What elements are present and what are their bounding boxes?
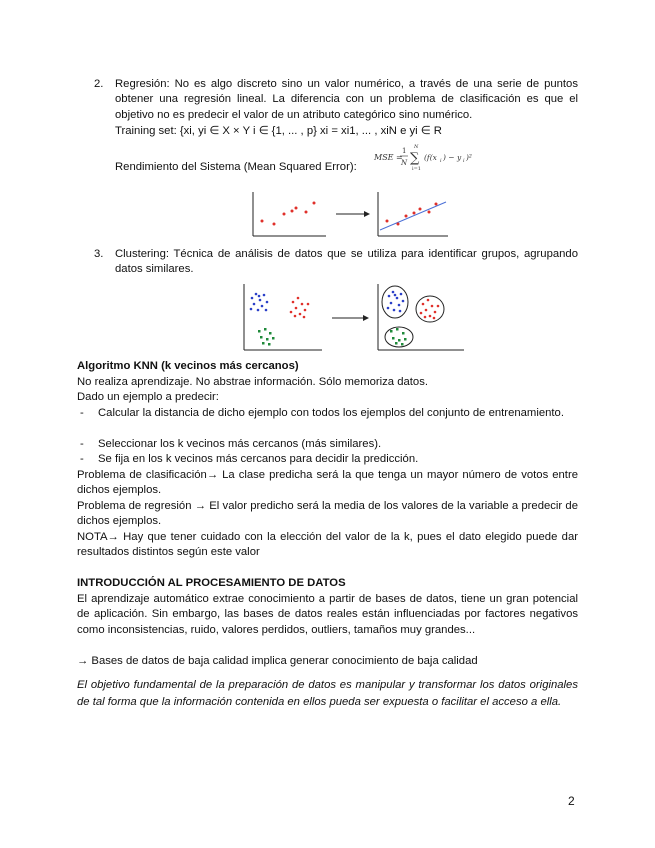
- formula-sum-top: N: [414, 144, 419, 150]
- intro-arrow-line: → Bases de datos de baja calidad implica generar conocimiento de baja calidad: [77, 655, 478, 667]
- regression-plot-after: [378, 192, 448, 236]
- knn-bullet-3: Se fija en los k vecinos más cercanos para decidir la predicción.: [98, 453, 419, 465]
- arrow-right-icon: [336, 211, 370, 217]
- clustering-plot-after: [378, 284, 464, 350]
- bullet-marker: -: [80, 407, 84, 419]
- bullet-marker: -: [80, 438, 84, 450]
- regression-text: Regresión: No es algo discreto sino un valor numérico, a través de una serie de puntos obtener una regresión lineal. La diferencia con un problema de clasificación es que el objetivo no es predecir el valor de un atributo categórico sino numérico.: [115, 78, 578, 121]
- svg-text:∑: ∑: [410, 151, 420, 166]
- formula-frac-num: 1: [402, 147, 407, 155]
- performance-label: Rendimiento del Sistema (Mean Squared Error):: [115, 161, 357, 173]
- formula-tail: )²: [466, 153, 472, 162]
- formula-body2: ) − y: [443, 153, 462, 162]
- intro-paragraph: El aprendizaje automático extrae conocimiento a partir de bases de datos, tiene un gran potencial de aplicación. Sin embargo, las bases de datos reales están influenciadas por factores negativos como inconsistencias, ruido, valores perdidos, outliers, tamaños muy grandes...: [77, 593, 578, 636]
- intro-heading: INTRODUCCIÓN AL PROCESAMIENTO DE DATOS: [77, 577, 346, 589]
- bullet-marker: -: [80, 453, 84, 465]
- regression-plot-before: [253, 192, 326, 236]
- list-number-2: 2.: [94, 78, 104, 90]
- formula-lhs: MSE =: [374, 153, 403, 162]
- formula-sub-1: i: [440, 158, 442, 164]
- knn-bullet-2: Seleccionar los k vecinos más cercanos (más similares).: [98, 438, 382, 450]
- clustering-plot-before: [244, 284, 322, 350]
- formula-frac-den: N: [401, 159, 408, 167]
- regression-figure: [248, 190, 453, 240]
- arrow-right-icon: [332, 315, 369, 321]
- clustering-figure: [238, 282, 470, 354]
- page-number: 2: [568, 794, 575, 808]
- mse-formula: [370, 140, 480, 174]
- intro-italic-paragraph: El objetivo fundamental de la preparación de datos es manipular y transformar los datos originales de tal forma que la información contenida en ellos pueda ser expuesta o facilitar el acceso a ella.: [77, 679, 578, 708]
- knn-line-1: No realiza aprendizaje. No abstrae información. Sólo memoriza datos.: [77, 376, 429, 388]
- training-set-line: Training set: {xi, yi ∈ X × Y i ∈ {1, ... , p} xi = xi1, ... , xiN e yi ∈ R: [115, 125, 442, 137]
- knn-note: NOTA→ Hay que tener cuidado con la elección del valor de la k, pues el dato elegido puede dar resultados distintos según este valor: [77, 531, 578, 559]
- knn-heading: Algoritmo KNN (k vecinos más cercanos): [77, 360, 299, 372]
- clustering-text: Clustering: Técnica de análisis de datos que se utiliza para identificar grupos, agrupando datos similares.: [115, 248, 578, 276]
- knn-line-2: Dado un ejemplo a predecir:: [77, 391, 219, 403]
- knn-classification: Problema de clasificación→ La clase predicha será la que tenga un mayor número de votos entre dichos ejemplos.: [77, 469, 578, 497]
- formula-body: (f(x: [424, 153, 437, 162]
- formula-sub-2: i: [463, 158, 465, 164]
- list-number-3: 3.: [94, 248, 104, 260]
- formula-sum-bottom: i=1: [412, 166, 421, 172]
- knn-regression: Problema de regresión → El valor predicho será la media de los valores de la variable a predecir de dichos ejemplos.: [77, 500, 578, 528]
- knn-bullet-1: Calcular la distancia de dicho ejemplo con todos los ejemplos del conjunto de entrenamiento.: [98, 407, 564, 419]
